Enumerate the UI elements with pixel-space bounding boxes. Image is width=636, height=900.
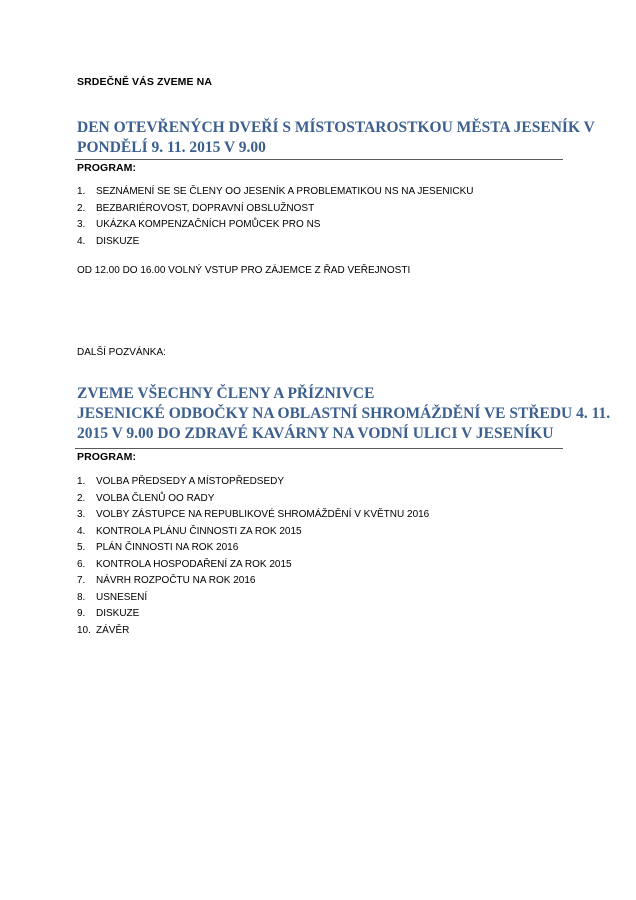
event1-heading: [77, 118, 595, 158]
event2-program-label: PROGRAM:: [77, 451, 137, 463]
item-text: NÁVRH ROZPOČTU NA ROK 2016: [96, 575, 256, 586]
item-number: 4.: [77, 525, 86, 537]
item-number: 9.: [77, 608, 86, 619]
event2-heading-line: ZVEME VŠECHNY ČLENY A PŘÍZNIVCE: [77, 385, 375, 402]
item-text: USNESENÍ: [96, 591, 148, 603]
event2-divider: [75, 448, 563, 449]
item-number: 6.: [77, 558, 86, 570]
item-number: 1.: [77, 186, 86, 197]
item-text: ZÁVĚR: [96, 624, 130, 636]
event2-heading-line: 2015 V 9.00 DO ZDRAVÉ KAVÁRNY NA VODNÍ ULICI V JESENÍKU: [77, 425, 554, 442]
item-number: 2.: [77, 492, 86, 504]
item-text: VOLBA PŘEDSEDY A MÍSTOPŘEDSEDY: [96, 476, 285, 487]
event1-program-label: PROGRAM:: [77, 162, 137, 174]
item-text: SEZNÁMENÍ SE SE ČLENY OO JESENÍK A PROBLEMATIKOU NS NA JESENICKU: [96, 186, 474, 197]
next-invite-label: DALŠÍ POZVÁNKA:: [77, 347, 166, 358]
item-number: 8.: [77, 591, 86, 603]
item-text: KONTROLA HOSPODAŘENÍ ZA ROK 2015: [96, 558, 292, 570]
item-text: UKÁZKA KOMPENZAČNÍCH POMŮCEK PRO NS: [96, 219, 321, 230]
item-number: 7.: [77, 575, 86, 586]
greeting-text: SRDEČNĚ VÁS ZVEME NA: [77, 76, 213, 88]
item-number: 5.: [77, 542, 86, 553]
event2-heading: [77, 384, 611, 444]
item-text: BEZBARIÉROVOST, DOPRAVNÍ OBSLUŽNOST: [96, 202, 315, 214]
item-text: KONTROLA PLÁNU ČINNOSTI ZA ROK 2015: [96, 525, 302, 537]
item-text: DISKUZE: [96, 235, 140, 247]
item-text: VOLBY ZÁSTUPCE NA REPUBLIKOVÉ SHROMÁŽDĚNÍ V KVĚTNU 2016: [96, 509, 430, 520]
event1-divider: [75, 159, 563, 160]
item-number: 4.: [77, 235, 86, 247]
item-text: VOLBA ČLENŮ OO RADY: [96, 492, 215, 504]
item-text: PLÁN ČINNOSTI NA ROK 2016: [96, 542, 239, 553]
event1-note: OD 12.00 DO 16.00 VOLNÝ VSTUP PRO ZÁJEMCE Z ŘAD VEŘEJNOSTI: [77, 265, 411, 276]
item-number: 3.: [77, 219, 86, 230]
item-number: 2.: [77, 202, 86, 214]
item-number: 3.: [77, 509, 86, 520]
event1-heading-line: PONDĚLÍ 9. 11. 2015 V 9.00: [77, 139, 266, 156]
item-text: DISKUZE: [96, 608, 140, 619]
item-number: 10.: [77, 624, 91, 636]
item-number: 1.: [77, 476, 86, 487]
event1-heading-line: DEN OTEVŘENÝCH DVEŘÍ S MÍSTOSTAROSTKOU MĚSTA JESENÍK V: [77, 119, 595, 136]
event2-heading-line: JESENICKÉ ODBOČKY NA OBLASTNÍ SHROMÁŽDĚNÍ VE STŘEDU 4. 11.: [77, 405, 611, 422]
